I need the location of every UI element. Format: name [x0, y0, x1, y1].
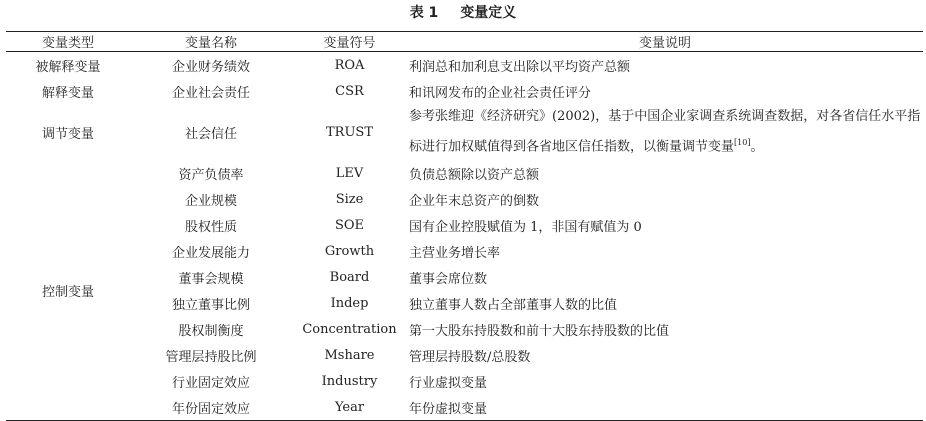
cell-description: 行业虚拟变量 — [409, 375, 488, 391]
description-end: 。 — [750, 139, 764, 155]
cell-description — [407, 104, 923, 160]
cell-name: 行业固定效应 — [171, 375, 250, 391]
table-row — [6, 264, 923, 290]
cell-description: 企业年末总资产的倒数 — [409, 193, 540, 209]
table-caption — [0, 2, 926, 22]
cell-symbol: Board — [329, 269, 370, 285]
cell-description: 董事会席位数 — [409, 271, 488, 287]
description-text: 参考张维迎《经济研究》(2002)，基于中国企业家调查系统调查数据，对各省信任水平指标进行加权赋值得到各省地区信任指数，以衡量调节变量 — [409, 109, 921, 155]
cell-symbol: CSR — [335, 83, 364, 99]
table-row — [6, 316, 923, 342]
cell-symbol: Industry — [321, 373, 378, 389]
cell-description: 第一大股东持股数和前十大股东持股数的比值 — [409, 323, 670, 339]
cell-name: 独立董事比例 — [171, 297, 250, 313]
cell-symbol: Size — [335, 191, 364, 207]
citation-ref: [10] — [734, 138, 751, 147]
cell-symbol: Concentration — [302, 321, 397, 337]
cell-name: 企业社会责任 — [171, 85, 250, 101]
header-variable-symbol: 变量符号 — [292, 32, 407, 52]
cell-symbol: Growth — [324, 243, 375, 259]
table-row — [6, 342, 923, 368]
cell-name: 企业发展能力 — [171, 245, 250, 261]
cell-description: 主营业务增长率 — [409, 245, 501, 261]
cell-description: 年份虚拟变量 — [409, 401, 488, 417]
cell-name: 股权性质 — [184, 219, 237, 235]
table-row — [6, 212, 923, 238]
header-variable-description: 变量说明 — [407, 32, 923, 52]
cell-type: 被解释变量 — [35, 59, 101, 75]
cell-description: 负债总额除以资产总额 — [409, 167, 540, 183]
header-variable-name: 变量名称 — [130, 32, 292, 52]
cell-description: 管理层持股数/总股数 — [409, 349, 531, 365]
table-row — [6, 52, 923, 79]
cell-type: 解释变量 — [41, 85, 94, 101]
cell-description: 利润总和加利息支出除以平均资产总额 — [409, 59, 631, 75]
table-row — [6, 368, 923, 394]
variable-definition-table — [6, 31, 923, 421]
cell-name: 企业规模 — [184, 193, 237, 209]
table-row — [6, 238, 923, 264]
table-row — [6, 186, 923, 212]
cell-symbol: LEV — [335, 165, 364, 181]
cell-symbol: TRUST — [326, 124, 373, 140]
cell-description: 和讯网发布的企业社会责任评分 — [409, 85, 592, 101]
cell-type: 调节变量 — [41, 126, 94, 142]
table-header-row — [6, 32, 923, 52]
cell-name: 社会信任 — [184, 126, 237, 142]
cell-description: 国有企业控股赋值为 1，非国有赋值为 0 — [409, 219, 642, 235]
cell-symbol: Year — [334, 399, 365, 415]
table-number: 表 1 — [409, 5, 439, 21]
table-row — [6, 78, 923, 104]
cell-symbol: ROA — [334, 57, 365, 73]
cell-type-control: 控制变量 — [41, 284, 94, 300]
cell-name: 企业财务绩效 — [171, 59, 250, 75]
table-row — [6, 160, 923, 186]
table-title: 变量定义 — [460, 5, 517, 21]
cell-description: 独立董事人数占全部董事人数的比值 — [409, 297, 618, 313]
table-row — [6, 290, 923, 316]
header-variable-type: 变量类型 — [6, 32, 130, 52]
table-row — [6, 104, 923, 160]
cell-name: 股权制衡度 — [178, 323, 244, 339]
cell-name: 管理层持股比例 — [165, 349, 257, 365]
cell-name: 董事会规模 — [178, 271, 244, 287]
cell-name: 年份固定效应 — [171, 401, 250, 417]
cell-symbol: SOE — [334, 217, 365, 233]
cell-symbol: Indep — [330, 295, 369, 311]
cell-symbol: Mshare — [324, 347, 375, 363]
cell-name: 资产负债率 — [178, 167, 244, 183]
